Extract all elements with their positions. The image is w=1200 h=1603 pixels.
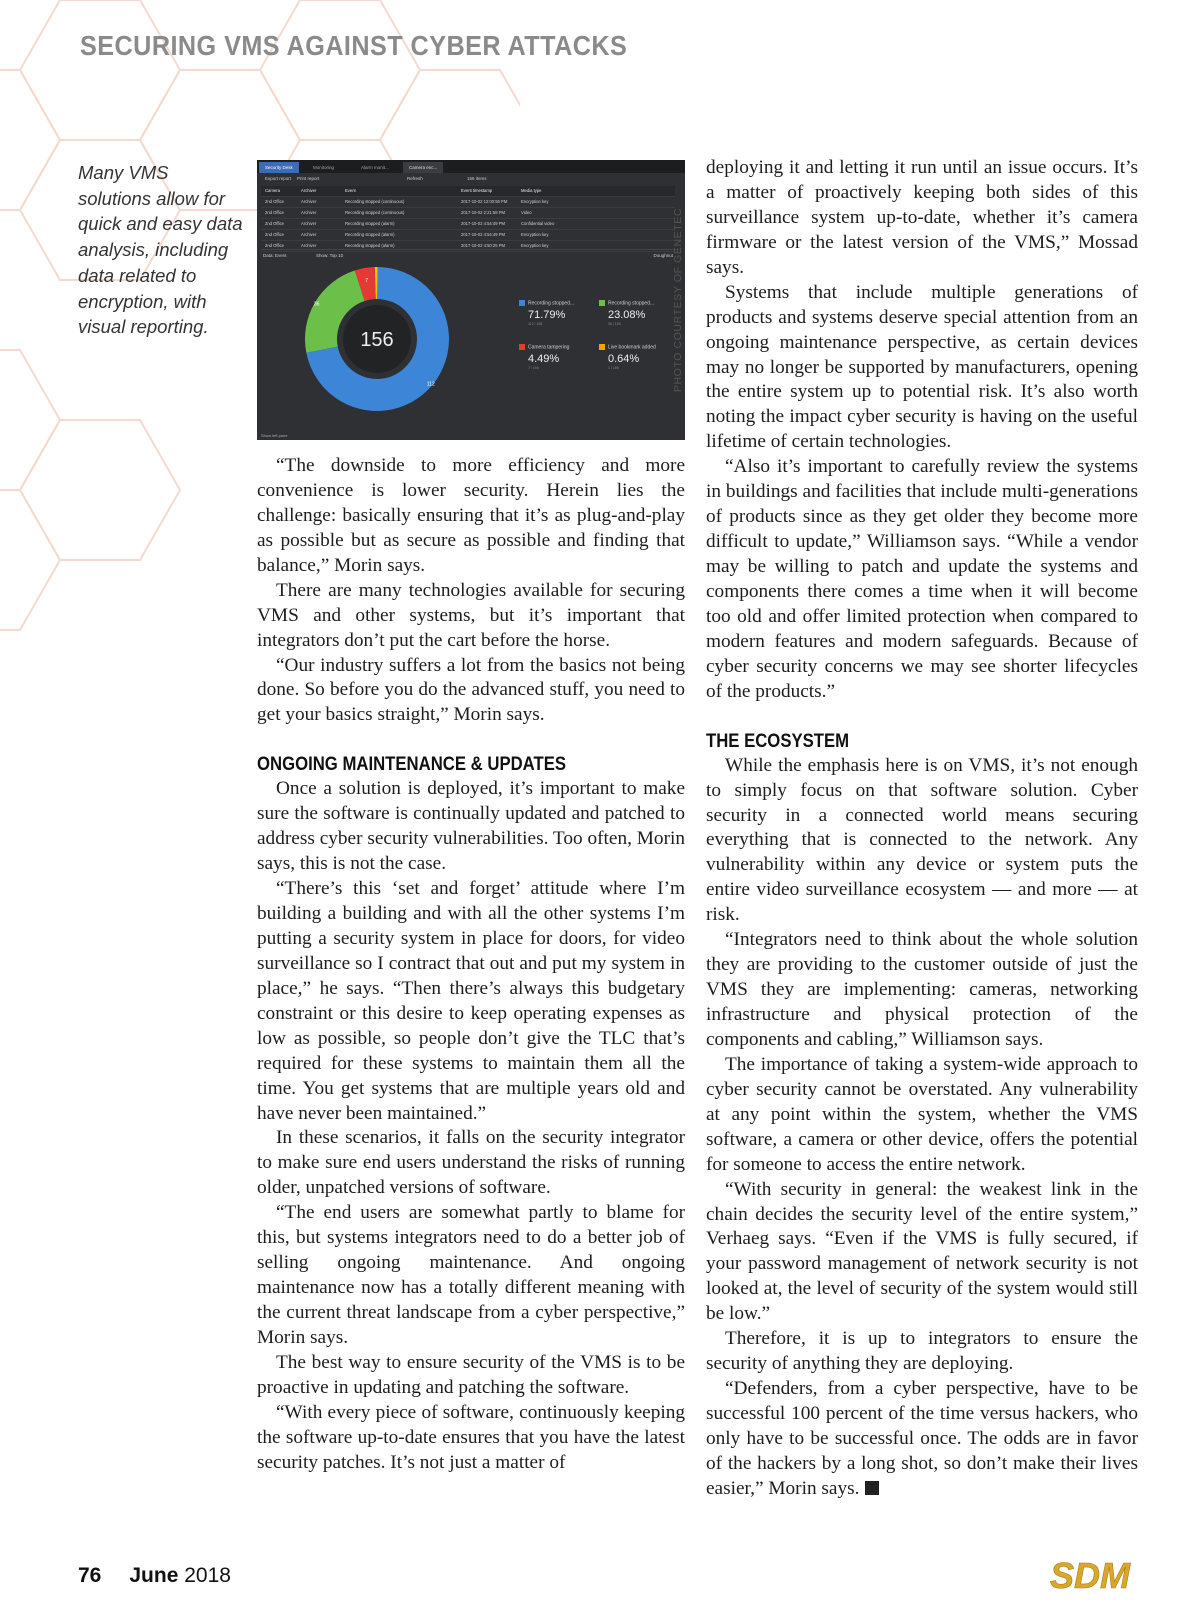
body-paragraph: “With security in general: the weakest link in the chain decides the security level of the entire system,” Verhaeg says. “Even if the VMS is fully secured, if your password management of network security is not looked at, the level of security of the system would still be low.”: [706, 1178, 1138, 1325]
donut-slice-label: 36: [313, 301, 320, 308]
tab-alarm-monitoring: Alarm monit...: [361, 165, 389, 170]
legend-swatch: [599, 300, 605, 306]
vms-screenshot: [257, 160, 685, 440]
stat-recording-stopped-alarm: [599, 300, 654, 326]
body-paragraph: “There’s this ‘set and forget’ attitude where I’m building a building and with all the other systems I’m putting a security system in place for doors, for video surveillance so I contract that out and put my system in place,” he says. “Then there’s always this budgetary constraint or this desire to keep operating expenses as low as possible, so people don’t give the TLC that’s required for these systems to maintain them all the time. You get systems that are multiple years old and have never been maintained.”: [257, 878, 685, 1124]
body-paragraph: [706, 1377, 1138, 1502]
body-paragraph: Once a solution is deployed, it’s important to make sure the software is continually updated and patched to address cyber security vulnerabilities. Too often, Morin says, this is not the case.: [257, 778, 685, 875]
body-paragraph: Systems that include multiple generations of products and systems deserve special attention from an ongoing maintenance perspective, as certain devices may no longer be supported by manufacturers, opening the entire system up to potential risk. It’s also worth noting the impact cyber security is having on the useful lifetime of certain technologies.: [706, 281, 1138, 453]
stat-percent: 71.79%: [528, 309, 566, 322]
table-cell: 2nd Office: [265, 199, 285, 204]
table-cell: 2nd Office: [265, 210, 285, 215]
table-cell: Archiver: [301, 210, 317, 215]
body-paragraph: “The end users are somewhat partly to blame for this, but systems integrators need to do a better job of selling ongoing maintenance. And ongoing maintenance now has a totally different meaning with the current threat landscape from a cyber perspective,” Morin says.: [257, 1202, 685, 1348]
stat-camera-tampering: [519, 344, 569, 370]
stat-percent: 0.64%: [608, 353, 640, 366]
issue-month: June: [129, 1564, 179, 1587]
body-paragraph: In these scenarios, it falls on the security integrator to make sure end users understand the risks of running older, unpatched versions of software.: [257, 1127, 685, 1199]
body-paragraph: Therefore, it is up to integrators to ensure the security of anything they are deploying.: [706, 1328, 1138, 1375]
table-row: [261, 230, 675, 241]
table-cell: 2nd Office: [265, 232, 285, 237]
stat-label: Recording stopped...: [528, 300, 575, 307]
issue-year: 2018: [184, 1564, 231, 1587]
stat-label: Camera tampering: [528, 344, 570, 351]
sdm-logo-text: SDM: [1050, 1555, 1130, 1595]
body-paragraph: deploying it and letting it run until an issue occurs. It’s a matter of proactively keeping both sides of this surveillance system up-to-date, whether it’s camera firmware or the latest version of the VMS,” Mossad says.: [706, 157, 1138, 278]
stat-percent: 4.49%: [528, 353, 560, 366]
table-row: [261, 197, 675, 208]
table-cell: Archiver: [301, 243, 317, 248]
table-cell: Encryption key: [521, 232, 549, 237]
table-cell: Encryption key: [521, 199, 549, 204]
column-header: Event: [345, 188, 356, 193]
refresh-label: Refresh: [407, 176, 423, 181]
column-header: Archiver: [301, 188, 317, 193]
stat-percent: 23.08%: [608, 309, 646, 322]
stat-label: Live bookmark added: [608, 344, 656, 351]
stat-count: 7 / 156: [528, 366, 539, 371]
body-paragraph: “With every piece of software, continuously keeping the software up-to-date ensures that you have the latest security patches. It’s not just a matter of: [257, 1401, 685, 1473]
table-cell: Recording stopped (alarm): [345, 221, 395, 226]
chart-type-selector: Doughnut: [653, 253, 673, 258]
screenshot-toolbar: [257, 173, 685, 185]
sdm-logo: [1040, 1555, 1140, 1595]
subheading: ONGOING MAINTENANCE & UPDATES: [257, 754, 567, 776]
section-spacer: [706, 705, 1138, 729]
table-cell: Recording stopped (continuous): [345, 210, 405, 215]
column-header: Camera: [265, 188, 280, 193]
show-left-pane: Show left pane: [261, 433, 288, 438]
paragraph-text: “Defenders, from a cyber perspective, have to be successful 100 percent of the time versus hackers, who only have to be successful once. The odds are in favor of the hackers by a long shot, so don’t make their lives easier,” Morin says.: [706, 1378, 1138, 1499]
table-cell: Recording stopped (continuous): [345, 199, 405, 204]
table-cell: Recording stopped (alarm): [345, 232, 395, 237]
table-cell: 2017-10-02 12:00:56 PM: [461, 199, 508, 204]
body-paragraph: “Integrators need to think about the whole solution they are providing to the customer outside of just the VMS they are implementing: cameras, networking infrastructure and physical protection of the components and cabling,” Williamson says.: [706, 929, 1138, 1050]
donut-slice-label: 112: [426, 381, 435, 388]
table-cell: Archiver: [301, 232, 317, 237]
table-cell: 2nd Office: [265, 221, 285, 226]
tab-security-desk: Security Desk: [259, 162, 299, 173]
table-header-row: [261, 186, 675, 197]
end-mark: [865, 1481, 879, 1495]
table-row: [261, 219, 675, 230]
section-title: SECURING VMS AGAINST CYBER ATTACKS: [80, 30, 628, 61]
table-cell: Encryption key: [521, 243, 549, 248]
chart-filter-row: [261, 249, 679, 262]
stat-label: Recording stopped...: [608, 300, 655, 307]
table-cell: 2017-10-02 4:54:49 PM: [461, 221, 505, 226]
section-spacer: [257, 728, 685, 752]
table-cell: Archiver: [301, 221, 317, 226]
table-cell: 2nd Office: [265, 243, 285, 248]
stat-count: 1 / 156: [608, 366, 619, 371]
tab-monitoring: Monitoring: [313, 165, 335, 170]
article-column-left: [257, 454, 685, 1476]
stat-count: 112 / 156: [528, 322, 543, 327]
donut-slice-label: 7: [365, 277, 369, 284]
table-cell: 2017-10-02 2:21:58 PM: [461, 210, 505, 215]
subheading: THE ECOSYSTEM: [706, 730, 850, 752]
legend-swatch: [519, 344, 525, 350]
body-paragraph: The importance of taking a system-wide approach to cyber security cannot be overstated. Any vulnerability at any point within the system, whether the VMS software, a camera or other device, offers the potential for someone to access the entire network.: [706, 1053, 1138, 1175]
body-paragraph: “Also it’s important to carefully review the systems in buildings and facilities that include multi-generations of products since as they get older they become more difficult to update,” Williamson says. “While a vendor may be willing to patch and update the systems and components there comes a time when it will become too old and offer limited protection when compared to modern features and modern safeguards. Because of cyber security concerns we may see shorter lifecycles of the products.”: [706, 456, 1138, 702]
legend-swatch: [519, 300, 525, 306]
table-cell: Video: [521, 210, 532, 215]
photo-caption: Many VMS solutions allow for quick and easy data analysis, including data related to encryption, with visual reporting.: [78, 162, 243, 338]
body-paragraph: While the emphasis here is on VMS, it’s not enough to simply focus on that software solution. Cyber security in a connected world means securing everything that is connected to the network. Any vulnerability within any device or system puts the entire video surveillance ecosystem — and more — at risk.: [706, 754, 1138, 926]
body-paragraph: The best way to ensure security of the VMS is to be proactive in updating and patching the software.: [257, 1351, 685, 1398]
body-paragraph: “The downside to more efficiency and more convenience is lower security. Herein lies the challenge: basically ensuring that it’s as plug-and-play as possible but as secure as possible and finding that balance,” Morin says.: [257, 455, 685, 576]
table-row: [261, 208, 675, 219]
table-cell: Archiver: [301, 199, 317, 204]
tab-camera-encryption: Camera enc...: [403, 162, 443, 173]
stat-live-bookmark: [599, 344, 656, 370]
article-column-right: [706, 156, 1138, 1502]
show-filter: Show: Top 10: [316, 253, 344, 258]
print-report-label: Print report: [297, 176, 320, 181]
page-number: 76: [78, 1564, 102, 1587]
body-paragraph: There are many technologies available for securing VMS and other systems, but it’s important that integrators don’t put the cart before the horse.: [257, 579, 685, 651]
doughnut-chart: [302, 264, 452, 414]
data-filter: Data: Event: [263, 253, 287, 258]
screenshot-tab-bar: [257, 160, 685, 173]
photo-credit: PHOTO COURTESY OF GENETEC: [672, 207, 684, 393]
table-cell: Recording stopped (alarm): [345, 243, 395, 248]
stat-count: 36 / 156: [608, 322, 621, 327]
item-count: 156 items: [467, 176, 487, 181]
table-cell: 2017-10-02 4:50:25 PM: [461, 243, 505, 248]
stat-recording-stopped-continuous: [519, 300, 574, 326]
donut-total: 156: [360, 329, 394, 351]
event-table: [261, 186, 675, 252]
export-report-label: Export report: [265, 176, 292, 181]
column-header: Media type: [521, 188, 542, 193]
table-cell: Confidential video: [521, 221, 555, 226]
body-paragraph: “Our industry suffers a lot from the basics not being done. So before you do the advanced stuff, you need to get your basics straight,” Morin says.: [257, 654, 685, 726]
page-folio: [78, 1564, 231, 1588]
legend-swatch: [599, 344, 605, 350]
column-header: Event timestamp: [461, 188, 493, 193]
table-cell: 2017-10-02 4:54:49 PM: [461, 232, 505, 237]
